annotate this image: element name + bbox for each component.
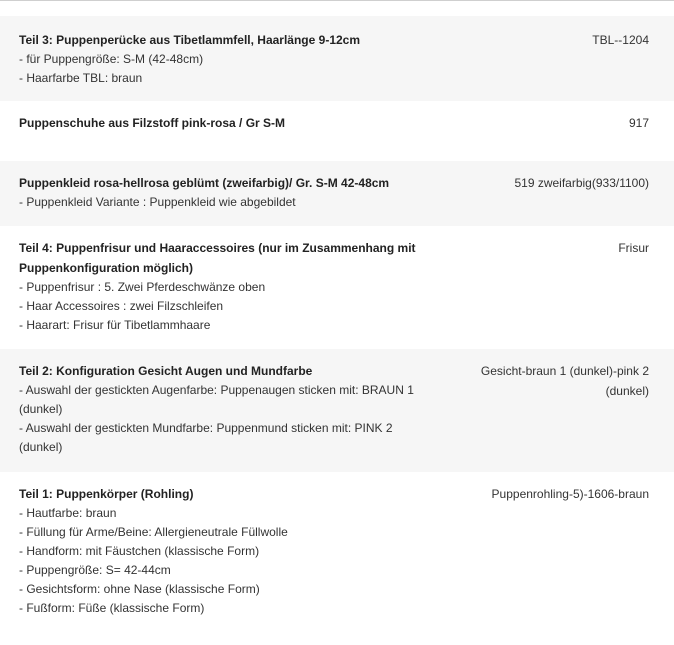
item-option: - Haarart: Frisur für Tibetlammhaare [19,318,211,332]
item-title: Puppenschuhe aus Filzstoff pink-rosa / Gr S-M [19,116,286,130]
item-description [19,30,419,88]
item-title: Puppenkleid rosa-hellrosa geblümt (zweifarbig)/ Gr. S-M 42-48cm [19,176,390,190]
item-code: Puppenrohling-5)-1606-braun [491,487,649,501]
item-option: - Haar Accessoires : zwei Filzschleifen [19,299,224,313]
item-code: 917 [628,116,649,130]
item-option: - Füllung für Arme/Beine: Allergieneutrale Füllwolle [19,525,288,539]
list-item [0,349,674,472]
item-title: Teil 1: Puppenkörper (Rohling) [19,487,194,501]
item-option: - Haarfarbe TBL: braun [19,71,143,85]
item-code: Gesicht-braun 1 (dunkel)-pink 2 (dunkel) [480,364,649,398]
item-description [19,173,419,212]
item-title: Teil 4: Puppenfrisur und Haaraccessoires (nur im Zusammenhang mit Puppenkonfiguration möglich) [19,241,416,275]
item-code: TBL--1204 [592,33,649,47]
list-item [0,472,674,645]
item-title: Teil 2: Konfiguration Gesicht Augen und Mundfarbe [19,364,313,378]
item-option: - Puppenkleid Variante : Puppenkleid wie abgebildet [19,195,296,209]
item-description [19,238,419,335]
list-item [0,161,674,226]
item-option: - Auswahl der gestickten Mundfarbe: Puppenmund sticken mit: PINK 2 (dunkel) [19,421,393,454]
item-description [19,361,419,457]
item-code: 519 zweifarbig(933/1100) [514,176,649,190]
item-option: - Handform: mit Fäustchen (klassische Form) [19,544,260,558]
item-description [19,484,419,618]
list-item [0,226,674,349]
list-item [0,16,674,101]
item-option: - Puppengröße: S= 42-44cm [19,563,171,577]
item-option: - für Puppengröße: S-M (42-48cm) [19,52,204,66]
item-description [19,113,419,133]
item-option: - Fußform: Füße (klassische Form) [19,601,205,615]
item-option: - Puppenfrisur : 5. Zwei Pferdeschwänze oben [19,280,266,294]
item-title: Teil 3: Puppenperücke aus Tibetlammfell, Haarlänge 9-12cm [19,33,361,47]
item-option: - Hautfarbe: braun [19,506,117,520]
item-option: - Auswahl der gestickten Augenfarbe: Puppenaugen sticken mit: BRAUN 1 (dunkel) [19,383,414,416]
item-code: Frisur [618,241,649,255]
item-option: - Gesichtsform: ohne Nase (klassische Form) [19,582,260,596]
list-item [0,101,674,161]
